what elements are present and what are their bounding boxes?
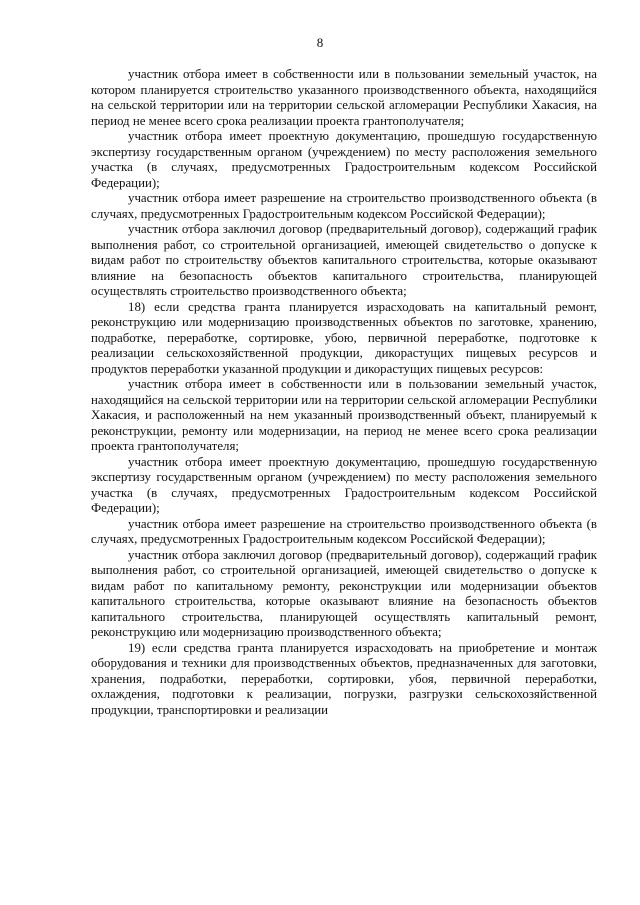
document-body xyxy=(91,67,597,718)
paragraph-2: участник отбора имеет проектную документацию, прошедшую государственную экспертизу государственным органом (учреждением) по месту расположения земельного участка (в случаях, предусмотренных Градостроительным кодексом Российской Федерации); xyxy=(91,129,597,190)
paragraph-10: 19) если средства гранта планируется израсходовать на приобретение и монтаж оборудования и техники для производственных объектов, предназначенных для заготовки, хранения, подработки, переработки, сортировки, убоя, первичной переработки, охлаждения, подготовки к реализации, погрузки, разгрузки сельскохозяйственной продукции, транспортировки и реализации xyxy=(91,640,597,717)
paragraph-3: участник отбора имеет разрешение на строительство производственного объекта (в случаях, предусмотренных Градостроительным кодексом Российской Федерации); xyxy=(91,191,597,221)
paragraph-9: участник отбора заключил договор (предварительный договор), содержащий график выполнения работ, со строительной организацией, имеющей свидетельство о допуске к видам работ по капитальному ремонту, реконструкции или модернизации объектов капитального строительства, которые оказывают влияние на безопасность объектов капитального строительства, планирующей осуществлять капитальный ремонт, реконструкцию или модернизацию производственного объекта; xyxy=(91,547,597,639)
page-number: 8 xyxy=(316,35,324,50)
paragraph-8: участник отбора имеет разрешение на строительство производственного объекта (в случаях, предусмотренных Градостроительным кодексом Российской Федерации); xyxy=(91,516,597,546)
paragraph-7: участник отбора имеет проектную документацию, прошедшую государственную экспертизу государственным органом (учреждением) по месту расположения земельного участка (в случаях, предусмотренных Градостроительным кодексом Российской Федерации); xyxy=(91,454,597,515)
paragraph-4: участник отбора заключил договор (предварительный договор), содержащий график выполнения работ, со строительной организацией, имеющей свидетельство о допуске к видам работ по строительству объектов капитального строительства, которые оказывают влияние на безопасность объектов капитального строительства, планирующей осуществлять строительство производственного объекта; xyxy=(91,222,597,298)
paragraph-6: участник отбора имеет в собственности или в пользовании земельный участок, находящийся на сельской территории или на территории сельской агломерации Республики Хакасия, и расположенный на нем указанный производственный объект, планируемый к реконструкции, ремонту или модернизации, на период не менее всего срока реализации проекта грантополучателя; xyxy=(91,377,597,453)
paragraph-1: участник отбора имеет в собственности или в пользовании земельный участок, на котором планируется строительство указанного производственного объекта, находящийся на сельской территории или на территории сельской агломерации Республики Хакасия, на период не менее всего срока реализации проекта грантополучателя; xyxy=(91,67,597,128)
paragraph-5: 18) если средства гранта планируется израсходовать на капитальный ремонт, реконструкцию или модернизацию производственных объектов по заготовке, хранению, подработке, переработке, сортировке, убою, первичной переработке, подготовке к реализации сельскохозяйственной продукции, дикорастущих пищевых ресурсов и продуктов переработки указанной продукции и дикорастущих пищевых ресурсов: xyxy=(91,299,597,376)
